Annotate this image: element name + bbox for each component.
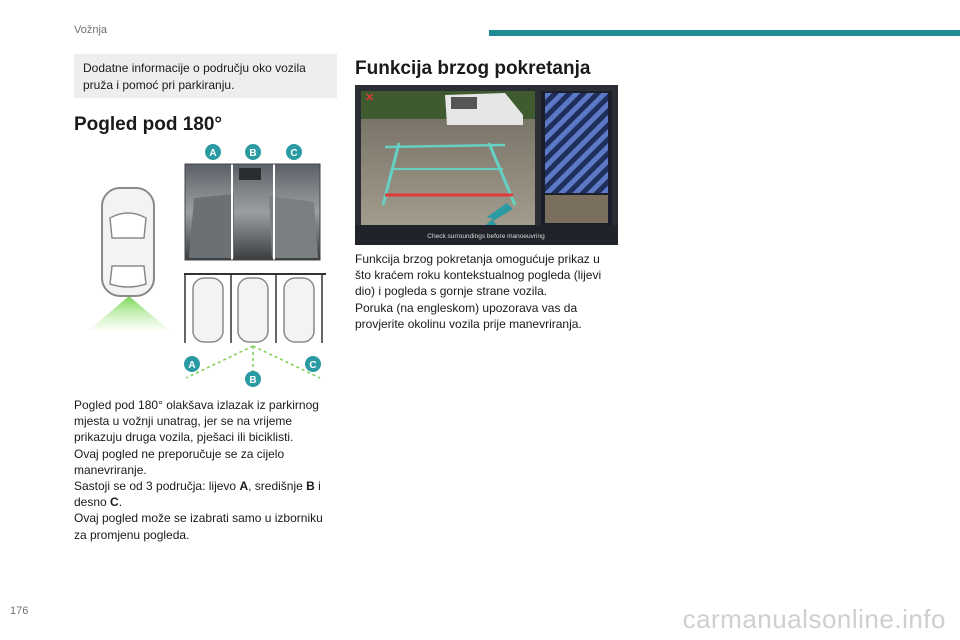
zone-ref-c: C (110, 495, 119, 510)
view-180-paragraph (74, 397, 342, 543)
zone-badge-c-bottom (305, 356, 321, 372)
info-box (74, 54, 337, 98)
zone-label: C (290, 148, 298, 159)
paragraph-line: Funkcija brzog pokretanja omogućuje prikaz u (355, 252, 600, 266)
parked-car-icon (284, 278, 314, 342)
zone-label: C (309, 360, 317, 371)
zone-badge-c-top (286, 144, 302, 160)
rear-camera-view (361, 91, 535, 227)
zone-badge-a-bottom (184, 356, 200, 372)
paragraph-line: mjesta u vožnji unatrag, jer se na vrijeme (74, 414, 293, 429)
paragraph-line: Pogled pod 180° olakšava izlazak iz parkirnog (74, 398, 319, 412)
close-icon: ✕ (365, 92, 375, 104)
paragraph-line: za promjenu pogleda. (74, 527, 190, 542)
zone-label: B (249, 375, 257, 386)
zone-ref-b: B (306, 479, 315, 494)
text-run: desno (74, 495, 111, 510)
view-180-illustration (74, 138, 344, 390)
paragraph-line: Poruka (na engleskom) upozorava vas da (355, 300, 578, 315)
zone-ref-a: A (239, 479, 249, 494)
zone-badge-b-top (245, 144, 261, 160)
parked-car-icon (238, 278, 268, 342)
top-view-panel (541, 91, 612, 225)
zone-label: A (188, 360, 196, 371)
text-run: i (314, 479, 321, 494)
zone-badge-a-top (205, 144, 221, 160)
zone-label: B (249, 148, 257, 159)
watermark: carmanualsonline.info (682, 604, 946, 634)
page-number: 176 (10, 605, 29, 617)
section-title-180-view: Pogled pod 180° (74, 114, 223, 135)
quick-start-paragraph (355, 251, 623, 332)
quick-start-screen (355, 85, 618, 245)
paragraph-line: prikazuju druga vozila, pješaci ili biciklisti. (74, 430, 294, 445)
info-box-line: Dodatne informacije o području oko vozila (83, 61, 306, 75)
paragraph-line: Ovaj pogled ne preporučuje se za cijelo (74, 446, 285, 461)
paragraph-line (74, 478, 342, 494)
text-run: Sastoji se od 3 područja: lijevo (74, 479, 240, 494)
paragraph-line (74, 494, 342, 510)
own-car-icon (89, 188, 169, 330)
zone-label: A (209, 148, 217, 159)
screen-warning-message: Check surroundings before manoeuvring (427, 233, 545, 240)
paragraph-line: dio) i pogleda s gornje strane vozila. (355, 284, 548, 299)
paragraph-line: provjerite okolinu vozila prije manevriranja. (355, 316, 582, 331)
text-run: , središnje (248, 479, 307, 494)
section-label: Vožnja (74, 24, 108, 36)
section-title-quick-start: Funkcija brzog pokretanja (355, 58, 591, 79)
parking-top-view (184, 274, 326, 378)
camera-screen-180 (185, 164, 320, 260)
text-run: . (118, 495, 123, 510)
zone-badge-b-bottom (245, 371, 261, 387)
parked-car-icon (193, 278, 223, 342)
header-accent-bar (489, 30, 960, 36)
info-box-line: pruža i pomoć pri parkiranju. (83, 78, 235, 92)
paragraph-line: što kraćem roku kontekstualnog pogleda (lijevi (355, 268, 602, 283)
paragraph-line: Ovaj pogled može se izabrati samo u izborniku (74, 511, 323, 526)
paragraph-line: manevriranje. (74, 462, 147, 477)
